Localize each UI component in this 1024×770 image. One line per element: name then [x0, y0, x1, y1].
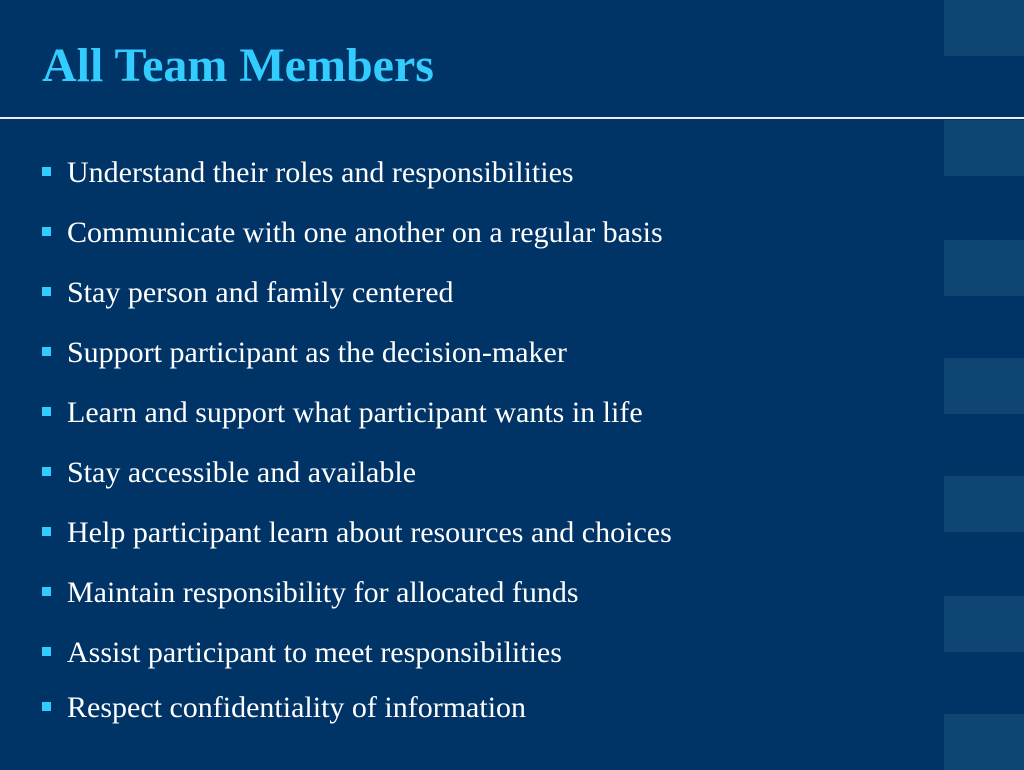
bullet-text: Stay person and family centered — [67, 276, 454, 309]
bullet-item — [42, 450, 672, 510]
edge-block — [944, 714, 1024, 770]
bullet-item — [42, 510, 672, 570]
bullet-list — [42, 150, 672, 735]
square-bullet-icon — [42, 702, 51, 711]
edge-block — [944, 0, 1024, 56]
bullet-text: Maintain responsibility for allocated funds — [67, 576, 579, 609]
square-bullet-icon — [42, 587, 51, 596]
edge-block — [944, 240, 1024, 296]
square-bullet-icon — [42, 407, 51, 416]
bullet-text: Learn and support what participant wants in life — [67, 396, 643, 429]
square-bullet-icon — [42, 347, 51, 356]
edge-block — [944, 596, 1024, 652]
title-divider — [0, 117, 1024, 119]
bullet-item — [42, 210, 672, 270]
bullet-item — [42, 630, 672, 685]
edge-block — [944, 120, 1024, 176]
edge-block — [944, 476, 1024, 532]
square-bullet-icon — [42, 467, 51, 476]
edge-block — [944, 358, 1024, 414]
bullet-text: Assist participant to meet responsibilities — [67, 636, 562, 669]
bullet-text: Support participant as the decision-maker — [67, 336, 567, 369]
slide-title: All Team Members — [42, 39, 434, 92]
square-bullet-icon — [42, 527, 51, 536]
bullet-item — [42, 570, 672, 630]
square-bullet-icon — [42, 287, 51, 296]
bullet-text: Stay accessible and available — [67, 456, 417, 489]
bullet-text: Respect confidentiality of information — [67, 691, 527, 724]
bullet-item — [42, 390, 672, 450]
bullet-text: Communicate with one another on a regular basis — [67, 216, 663, 249]
bullet-item — [42, 685, 672, 735]
bullet-text: Help participant learn about resources and choices — [67, 516, 672, 549]
square-bullet-icon — [42, 167, 51, 176]
square-bullet-icon — [42, 227, 51, 236]
bullet-text: Understand their roles and responsibilities — [67, 156, 574, 189]
edge-decoration — [944, 0, 1024, 768]
square-bullet-icon — [42, 647, 51, 656]
bullet-item — [42, 270, 672, 330]
bullet-item — [42, 150, 672, 210]
bullet-item — [42, 330, 672, 390]
